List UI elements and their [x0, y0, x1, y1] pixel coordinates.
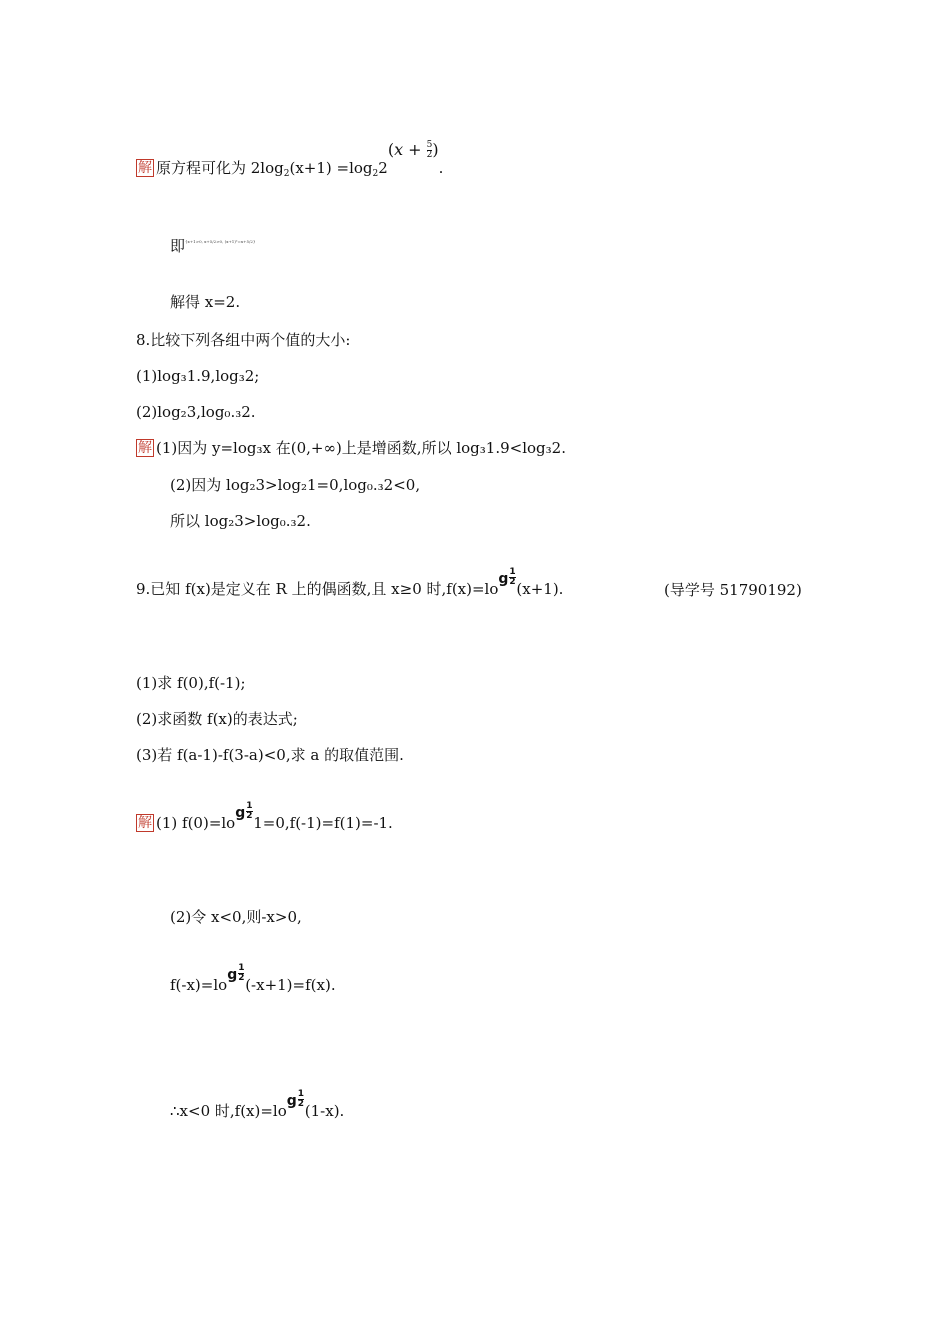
- q9-part3: (3)若 f(a-1)-f(3-a)<0,求 a 的取值范围.: [136, 746, 404, 764]
- answer-tag: 解: [138, 160, 152, 176]
- q9-part1: (1)求 f(0),f(-1);: [136, 674, 246, 692]
- q9-solution-3: f(-x)=lo g $\frac{1}{2}$ (-x+1)=f(x).: [170, 963, 336, 994]
- q8-solution-1: 解 (1)因为 y=log₃x 在(0,+∞)上是增函数,所以 log₃1.9<log₃2.: [138, 439, 566, 457]
- q8-part1: (1)log₃1.9,log₃2;: [136, 367, 260, 385]
- q9-solution-2: (2)令 x<0,则-x>0,: [170, 908, 302, 926]
- reference-number: (导学号 51790192): [664, 581, 802, 599]
- q8-title: 8.比较下列各组中两个值的大小:: [136, 331, 351, 349]
- solution-result: 解得 x=2.: [170, 293, 241, 311]
- q9-solution-4: ∴x<0 时,f(x)=lo g $\frac{1}{2}$ (1-x).: [170, 1089, 345, 1120]
- solution-line-ji: 即{x+1>0, x+5/2>0, (x+1)²=x+5/2}: [170, 237, 256, 255]
- q9-title: 9.已知 f(x)是定义在 R 上的偶函数,且 x≥0 时,f(x)=lo g $\frac{1}{2}$ (x+1).: [136, 567, 564, 598]
- equation-system-image: {x+1>0, x+5/2>0, (x+1)²=x+5/2}: [185, 239, 256, 244]
- exponent-expression: (x + $\frac{5}{2}$ ): [387, 140, 439, 160]
- q8-solution-2: (2)因为 log₂3>log₂1=0,log₀.₃2<0,: [170, 476, 421, 494]
- q9-solution-1: 解 (1) f(0)=lo g $\frac{1}{2}$ 1=0,f(-1)=f(1)=-1.: [138, 801, 393, 832]
- solution-line-1: 解 原方程可化为 $2\log_2(x+1) =\log_22(x$ + $\frac{5}{2}$ ).: [138, 140, 444, 179]
- q8-solution-3: 所以 log₂3>log₀.₃2.: [170, 512, 311, 530]
- answer-tag: 解: [138, 815, 152, 831]
- q8-part2: (2)log₂3,log₀.₃2.: [136, 403, 256, 421]
- q9-part2: (2)求函数 f(x)的表达式;: [136, 710, 298, 728]
- answer-tag: 解: [138, 440, 152, 456]
